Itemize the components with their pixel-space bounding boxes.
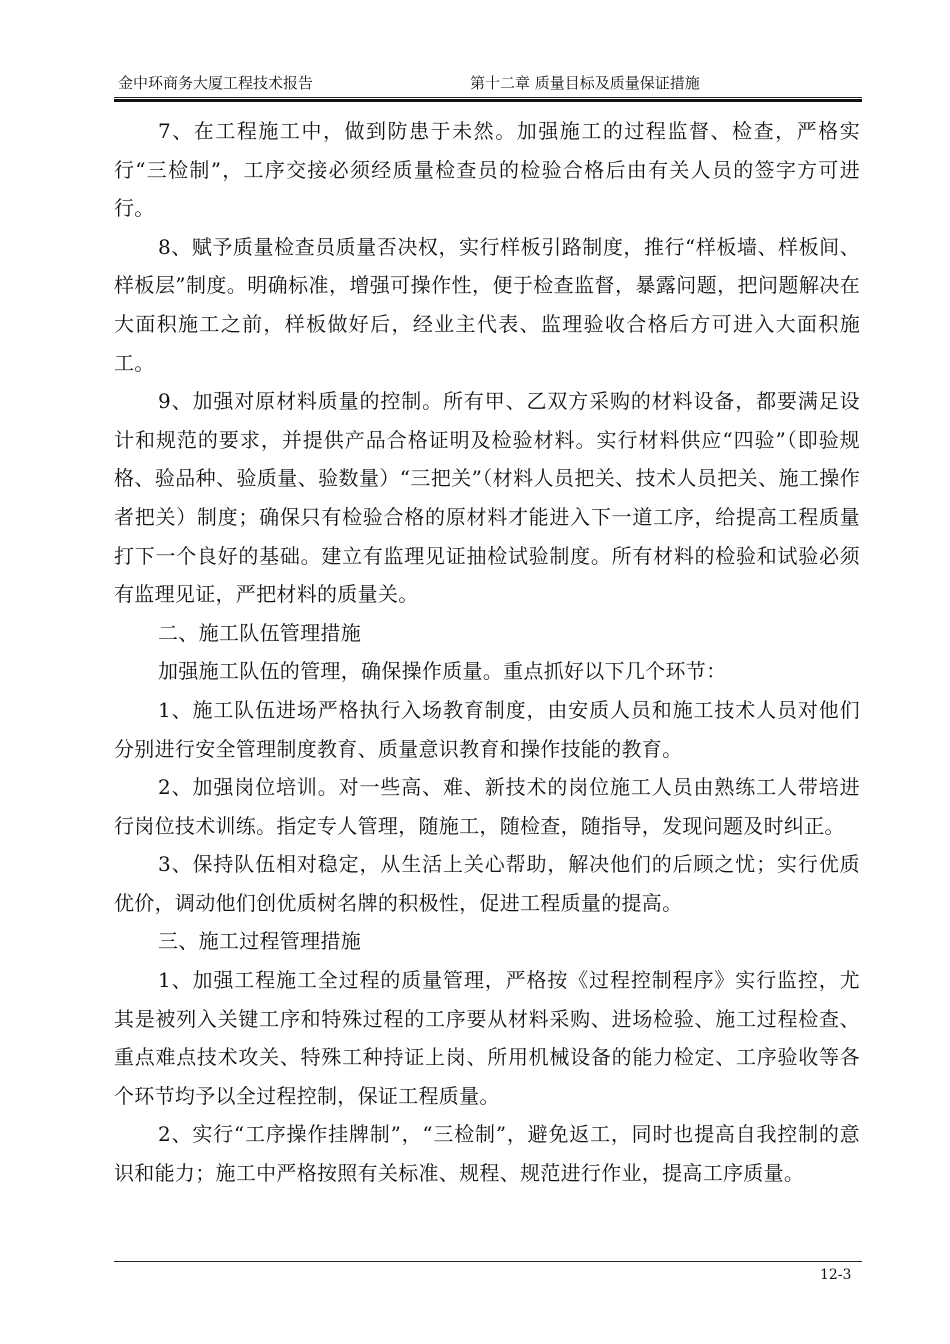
- page-number: 12-3: [820, 1267, 852, 1283]
- paragraph-item-9: 9、加强对原材料质量的控制。所有甲、乙双方采购的材料设备，都要满足设计和规范的要求，并提供产品合格证明及检验材料。实行材料供应“四验”（即验规格、验品种、验质量、验数量）“三把关”（材料人员把关、技术人员把关、施工操作者把关）制度；确保只有检验合格的原材料才能进入下一道工序，给提高工程质量打下一个良好的基础。建立有监理见证抽检试验制度。所有材料的检验和试验必须有监理见证，严把材料的质量关。: [114, 389, 860, 607]
- header-rule-thin: [114, 97, 862, 98]
- paragraph-team-item-2: 2、加强岗位培训。对一些高、难、新技术的岗位施工人员由熟练工人带培进行岗位技术训练。指定专人管理，随施工，随检查，随指导，发现问题及时纠正。: [114, 775, 860, 838]
- paragraph-process-item-1: 1、加强工程施工全过程的质量管理，严格按《过程控制程序》实行监控，尤其是被列入关键工序和特殊过程的工序要从材料采购、进场检验、施工过程检查、重点难点技术攻关、特殊工种持证上岗、所用机械设备的能力检定、工序验收等各个环节均予以全过程控制，保证工程质量。: [114, 968, 860, 1108]
- header-rule-thick: [114, 99, 862, 102]
- section-heading-process-management: 三、施工过程管理措施: [158, 929, 361, 954]
- section-heading-team-management: 二、施工队伍管理措施: [158, 620, 361, 645]
- paragraph-team-item-3: 3、保持队伍相对稳定，从生活上关心帮助，解决他们的后顾之忧；实行优质优价，调动他们创优质树名牌的积极性，促进工程质量的提高。: [114, 852, 860, 915]
- paragraph-team-intro: 加强施工队伍的管理，确保操作质量。重点抓好以下几个环节：: [158, 659, 727, 684]
- footer-rule: [114, 1261, 862, 1262]
- header-chapter-title: 第十二章 质量目标及质量保证措施: [470, 74, 700, 92]
- paragraph-item-8: 8、赋予质量检查员质量否决权，实行样板引路制度，推行“样板墙、样板间、样板层”制度。明确标准，增强可操作性，便于检查监督，暴露问题，把问题解决在大面积施工之前，样板做好后，经业主代表、监理验收合格后方可进入大面积施工。: [114, 234, 860, 375]
- paragraph-process-item-2: 2、实行“工序操作挂牌制”，“三检制”，避免返工，同时也提高自我控制的意识和能力；施工中严格按照有关标准、规程、规范进行作业，提高工序质量。: [114, 1122, 860, 1186]
- paragraph-item-7: 7、在工程施工中，做到防患于未然。加强施工的过程监督、检查，严格实行“三检制”，工序交接必须经质量检查员的检验合格后由有关人员的签字方可进行。: [114, 119, 860, 221]
- paragraph-team-item-1: 1、施工队伍进场严格执行入场教育制度，由安质人员和施工技术人员对他们分别进行安全管理制度教育、质量意识教育和操作技能的教育。: [114, 697, 860, 761]
- page-header: [114, 70, 862, 96]
- header-report-title: 金中环商务大厦工程技术报告: [118, 74, 314, 92]
- document-body: [114, 112, 860, 1193]
